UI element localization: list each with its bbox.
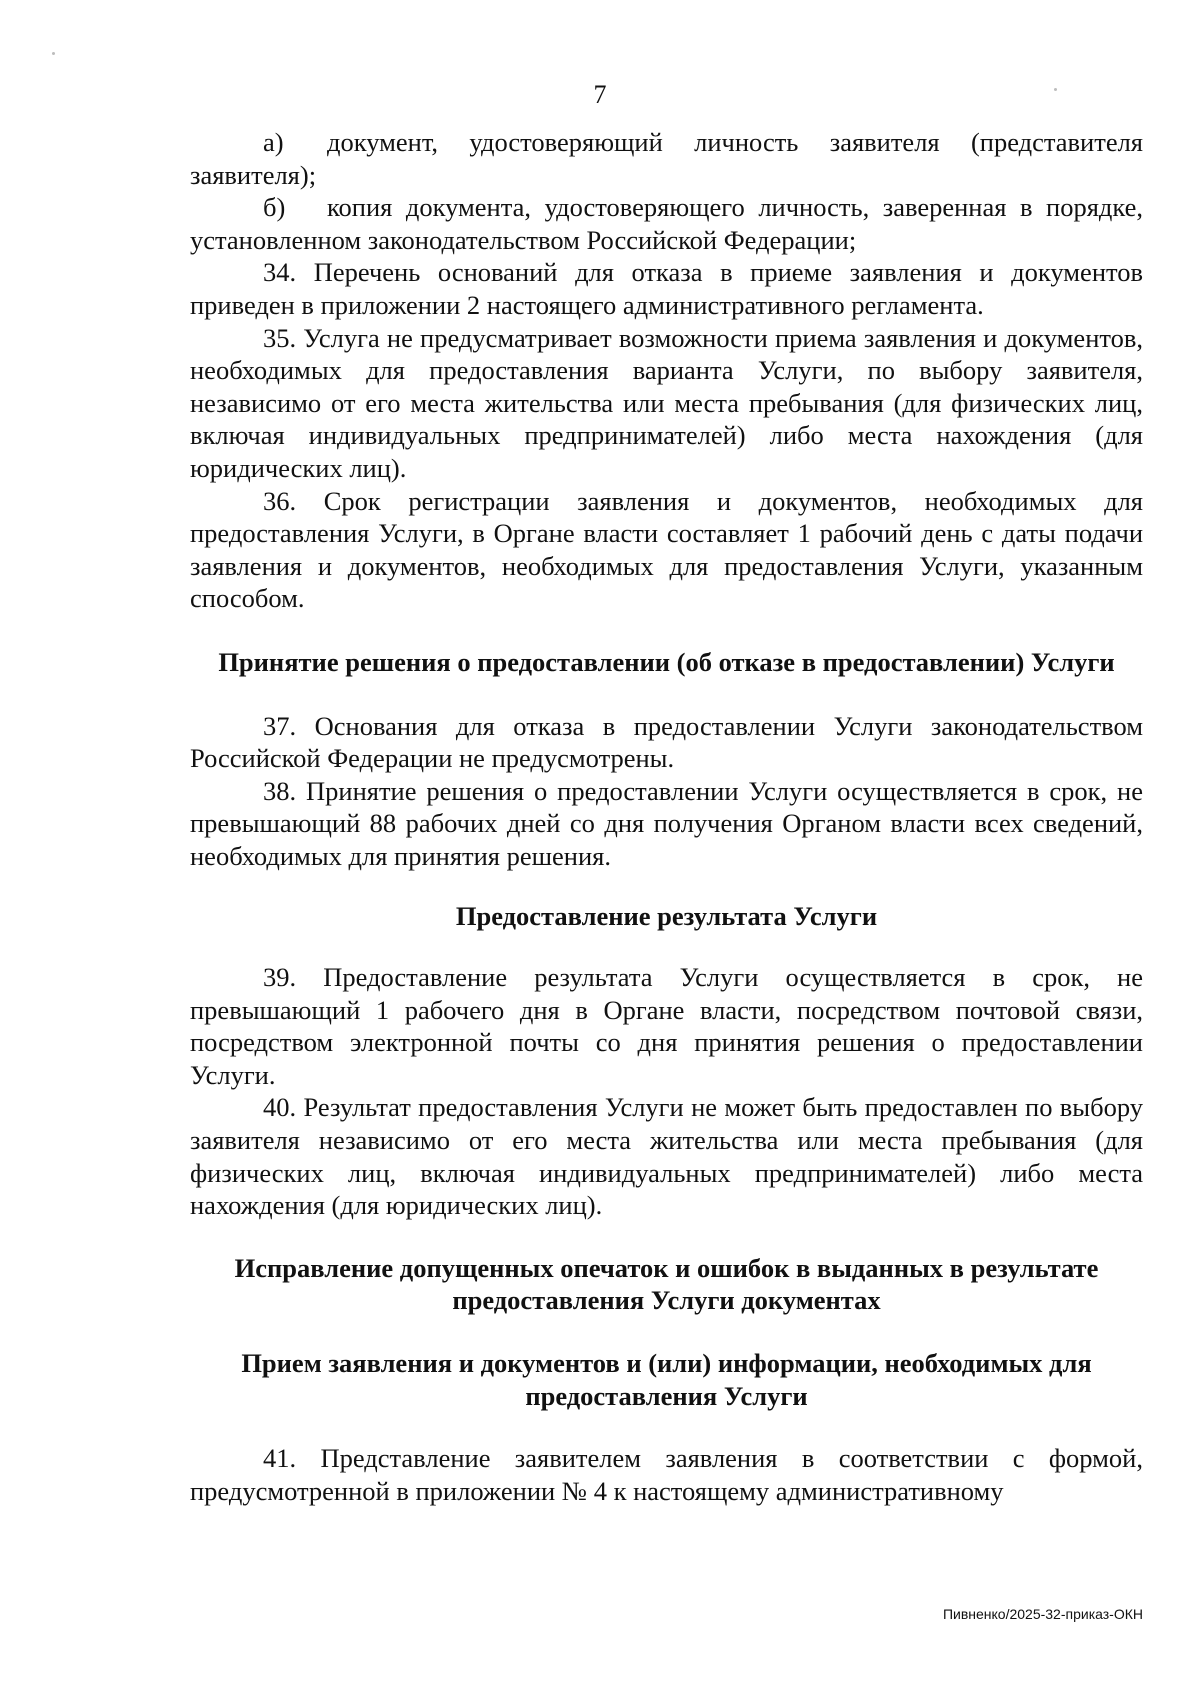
list-text: копия документа, удостоверяющего личность, заверенная в порядке, установленном законодательством Российской Федерации; [190, 192, 1143, 255]
scan-speck [52, 52, 55, 55]
page-number: 7 [593, 80, 607, 109]
paragraph-39: 39. Предоставление результата Услуги осуществляется в срок, не превышающий 1 рабочего дня в Органе власти, посредством почтовой связи, посредством электронной почты со дня принятия решения о предоставлении Услуги. [190, 962, 1143, 1090]
section-heading-decision: Принятие решения о предоставлении (об отказе в предоставлении) Услуги [218, 646, 1115, 677]
paragraph-41: 41. Представление заявителем заявления в соответствии с формой, предусмотренной в приложении № 4 к настоящему административному [190, 1443, 1143, 1506]
section-heading-application: Прием заявления и документов и (или) информации, необходимых для предоставления Услуги [241, 1348, 1092, 1411]
section-heading-result: Предоставление результата Услуги [455, 901, 878, 932]
section-heading-corrections: Исправление допущенных опечаток и ошибок в выданных в результате предоставления Услуги документах [234, 1252, 1099, 1316]
list-item-b [190, 191, 1143, 256]
document-body [190, 126, 1143, 1507]
list-label: а) [263, 127, 284, 157]
list-text: документ, удостоверяющий личность заявителя (представителя заявителя); [190, 127, 1143, 190]
paragraph-36: 36. Срок регистрации заявления и документов, необходимых для предоставления Услуги, в Органе власти составляет 1 рабочий день с даты подачи заявления и документов, необходимых для предоставления Услуги, указанным способом. [190, 485, 1143, 614]
paragraph-37: 37. Основания для отказа в предоставлении Услуги законодательством Российской Федерации не предусмотрены. [190, 710, 1143, 774]
list-label: б) [263, 192, 286, 223]
paragraph-35: 35. Услуга не предусматривает возможности приема заявления и документов, необходимых для предоставления варианта Услуги, по выбору заявителя, независимо от его места жительства или места пребывания (для физических лиц, включая индивидуальных предпринимателей) либо места нахождения (для юридических лиц). [190, 322, 1143, 483]
paragraph-38: 38. Принятие решения о предоставлении Услуги осуществляется в срок, не превышающий 88 рабочих дней со дня получения Органом власти всех сведений, необходимых для принятия решения. [190, 775, 1143, 871]
document-code: Пивненко/2025-32-приказ-ОКН [942, 1606, 1143, 1622]
paragraph-40: 40. Результат предоставления Услуги не может быть предоставлен по выбору заявителя независимо от его места жительства или места пребывания (для физических лиц, включая индивидуальных предпринимателей) либо места нахождения (для юридических лиц). [190, 1092, 1143, 1221]
paragraph-34: 34. Перечень оснований для отказа в приеме заявления и документов приведен в приложении 2 настоящего административного регламента. [190, 257, 1143, 320]
list-item-a [190, 126, 1143, 191]
